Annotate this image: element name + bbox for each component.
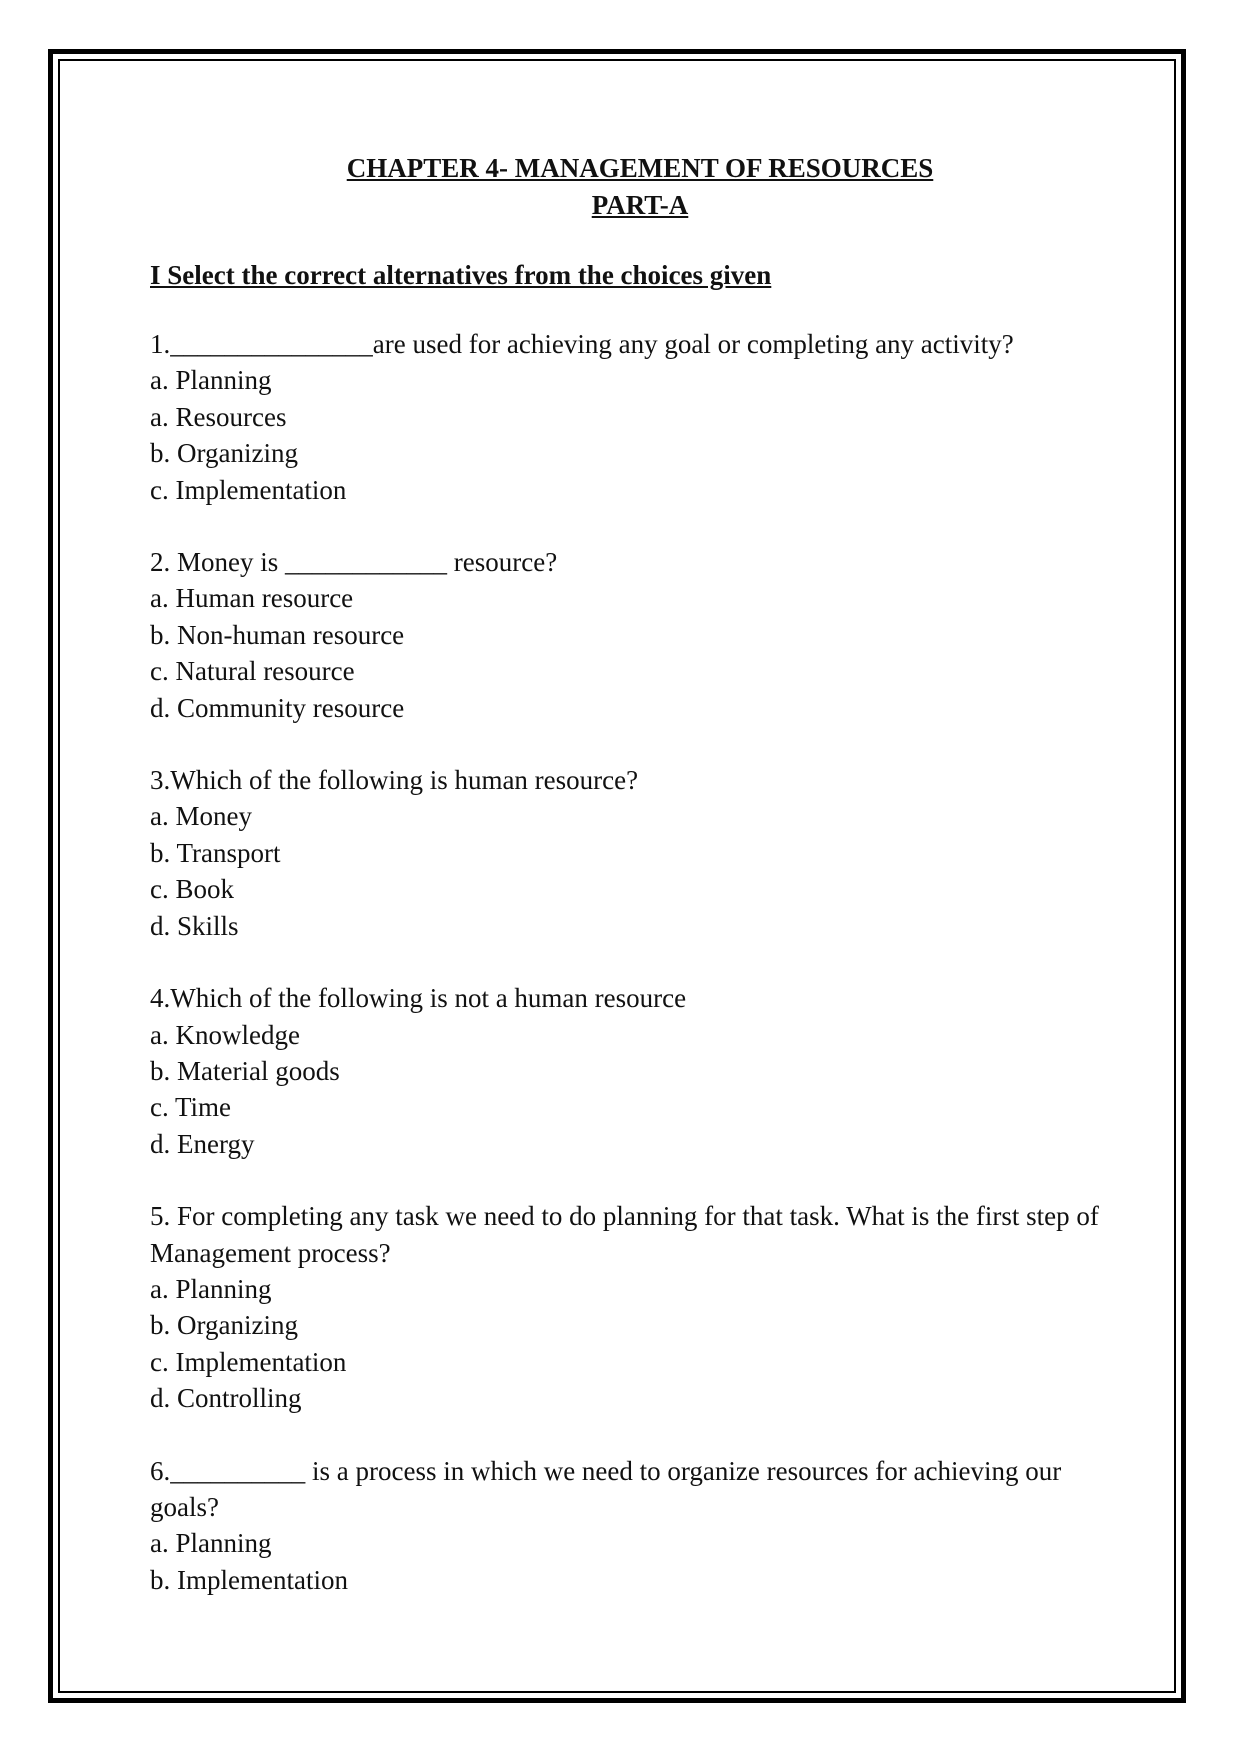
- question-option: c. Implementation: [150, 474, 347, 505]
- question-3: [150, 762, 1110, 944]
- question-option: d. Energy: [150, 1128, 255, 1159]
- question-2: [150, 544, 1110, 726]
- question-option: c. Natural resource: [150, 656, 355, 687]
- question-option: d. Skills: [150, 910, 239, 941]
- question-option: c. Book: [150, 874, 234, 905]
- question-option: a. Planning: [150, 365, 272, 396]
- document-body: [150, 150, 1110, 1634]
- question-option: a. Planning: [150, 1273, 272, 1304]
- question-text: 4.Which of the following is not a human resource: [150, 983, 687, 1014]
- question-text: 5. For completing any task we need to do planning for that task. What is the first step of Management process?: [150, 1201, 1099, 1268]
- question-text: 3.Which of the following is human resource?: [150, 765, 639, 796]
- question-option: b. Organizing: [150, 1310, 298, 1341]
- question-4: [150, 980, 1110, 1162]
- question-5: [150, 1198, 1110, 1416]
- question-text: 6.__________ is a process in which we need to organize resources for achieving our goals?: [150, 1455, 1062, 1522]
- question-option: b. Material goods: [150, 1055, 340, 1086]
- question-text: 1._______________are used for achieving any goal or completing any activity?: [150, 329, 1014, 359]
- question-option: d. Community resource: [150, 692, 405, 723]
- question-option: a. Planning: [150, 1528, 272, 1559]
- question-option: b. Implementation: [150, 1564, 348, 1595]
- question-option: a. Knowledge: [150, 1019, 300, 1050]
- question-option: a. Money: [150, 801, 252, 832]
- question-option: b. Transport: [150, 837, 281, 868]
- question-option: c. Implementation: [150, 1346, 347, 1377]
- part-title: PART-A: [591, 190, 689, 220]
- question-option: c. Time: [150, 1092, 232, 1123]
- question-6: [150, 1453, 1110, 1599]
- question-option: a. Human resource: [150, 583, 354, 614]
- section-heading: I Select the correct alternatives from the choices given: [150, 260, 772, 290]
- question-option: b. Non-human resource: [150, 619, 405, 650]
- question-option: b. Organizing: [150, 438, 298, 469]
- question-option: d. Controlling: [150, 1383, 302, 1414]
- question-text: 2. Money is ____________ resource?: [150, 547, 558, 578]
- chapter-title: CHAPTER 4- MANAGEMENT OF RESOURCES: [346, 153, 934, 183]
- question-1: [150, 326, 1110, 508]
- question-option: a. Resources: [150, 401, 287, 432]
